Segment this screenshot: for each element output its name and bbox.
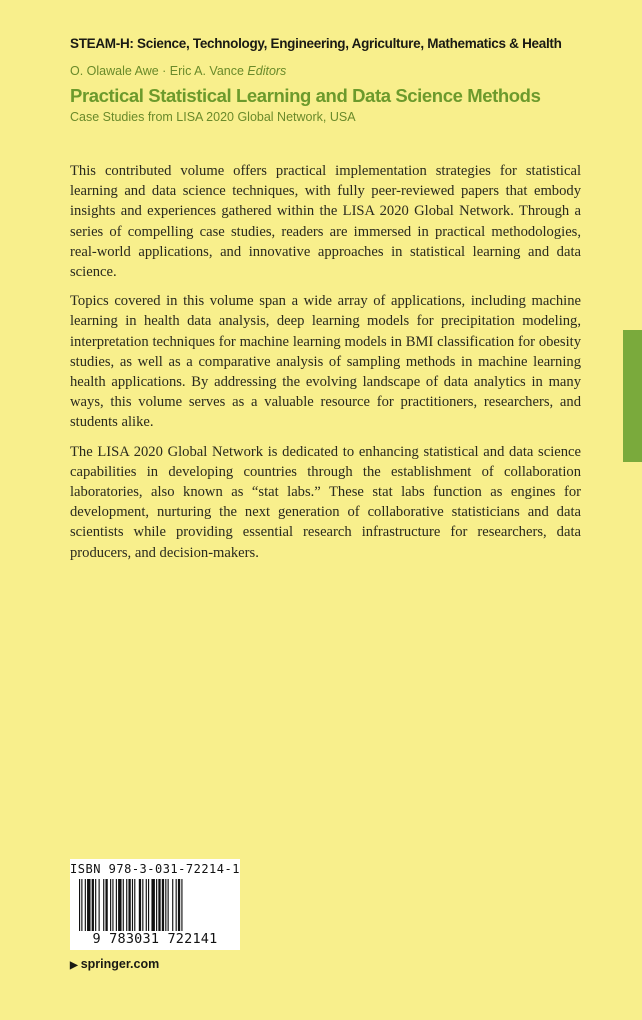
barcode-bar — [105, 879, 107, 931]
barcode-bar — [151, 879, 154, 931]
blurb-paragraph-1: This contributed volume offers practical implementation strategies for statistical learning and data science techniques, with fully peer-reviewed papers that embody insights and experiences gathered within the LISA 2020 Global Network. Through a series of compelling case studies, readers are immersed in practical methodologies, real-world applications, and innovative approaches in statistical learning and data science. — [70, 163, 581, 281]
barcode-bar — [103, 879, 104, 931]
barcode-bar — [146, 879, 147, 931]
book-title: Practical Statistical Learning and Data Science Methods — [70, 85, 541, 106]
barcode-bar — [148, 879, 149, 931]
isbn-label: ISBN 978-3-031-72214-1 — [70, 862, 240, 876]
barcode-bar — [112, 879, 113, 931]
barcode-bar — [168, 879, 169, 931]
barcode-bar — [156, 879, 157, 931]
barcode-bar — [95, 879, 96, 931]
ean-digits: 9 783031 722141 — [92, 931, 218, 947]
barcode-bar — [181, 879, 182, 931]
book-subtitle: Case Studies from LISA 2020 Global Network, USA — [70, 110, 356, 124]
blurb-paragraph-3: The LISA 2020 Global Network is dedicated to enhancing statistical and data science capabilities in developing countries through the establishment of collaboration laboratories, also known as “stat labs.” These stat labs function as engines for development, nurturing the next generation of collaborative statisticians and data scientists while providing essential research infrastructure for researchers, data producers, and decision-makers. — [70, 443, 581, 561]
blurb-paragraph-2: Topics covered in this volume span a wide array of applications, including machine learning in health data analysis, deep learning models for precipitation modeling, interpretation techniques for machine learning models in BMI classification for obesity studies, as well as a comparative analysis of sampling methods in machine learning health applications. By addressing the evolving landscape of data analytics in many ways, this volume serves as a valuable resource for practitioners, researchers, and students alike. — [70, 293, 581, 431]
barcode-panel — [70, 859, 240, 950]
barcode-bar — [116, 879, 117, 931]
back-cover-blurb — [70, 161, 581, 572]
barcode-bar — [132, 879, 133, 931]
barcode-bar — [79, 879, 80, 931]
barcode-bar — [142, 879, 143, 931]
barcode-bar — [85, 879, 86, 931]
publisher-website[interactable] — [70, 957, 159, 971]
barcode-bar — [176, 879, 177, 931]
barcode-bar — [126, 879, 127, 931]
barcode-bar — [110, 879, 111, 931]
website-text: springer.com — [80, 957, 160, 971]
editors-role: Editors — [247, 64, 287, 78]
barcode-bar — [178, 879, 180, 931]
barcode-bar — [172, 879, 173, 931]
barcode-bar — [99, 879, 100, 931]
barcode-bar — [123, 879, 124, 931]
barcode-bar — [139, 879, 141, 931]
barcode-bar — [165, 879, 166, 931]
editors-line — [70, 64, 286, 78]
barcode-bar — [128, 879, 130, 931]
series-title: STEAM-H: Science, Technology, Engineering, Agriculture, Mathematics & Health — [70, 36, 562, 51]
barcode-bar — [81, 879, 82, 931]
barcode-bar — [134, 879, 135, 931]
barcode-bar — [118, 879, 121, 931]
barcode-bar — [158, 879, 160, 931]
spine-color-bar — [623, 330, 642, 462]
barcode-bar — [162, 879, 164, 931]
editors-names: O. Olawale Awe · Eric A. Vance — [70, 64, 244, 78]
right-triangle-icon: ▶ — [70, 960, 78, 971]
barcode-bar — [92, 879, 94, 931]
barcode-bar — [87, 879, 90, 931]
barcode-bars — [79, 879, 231, 931]
